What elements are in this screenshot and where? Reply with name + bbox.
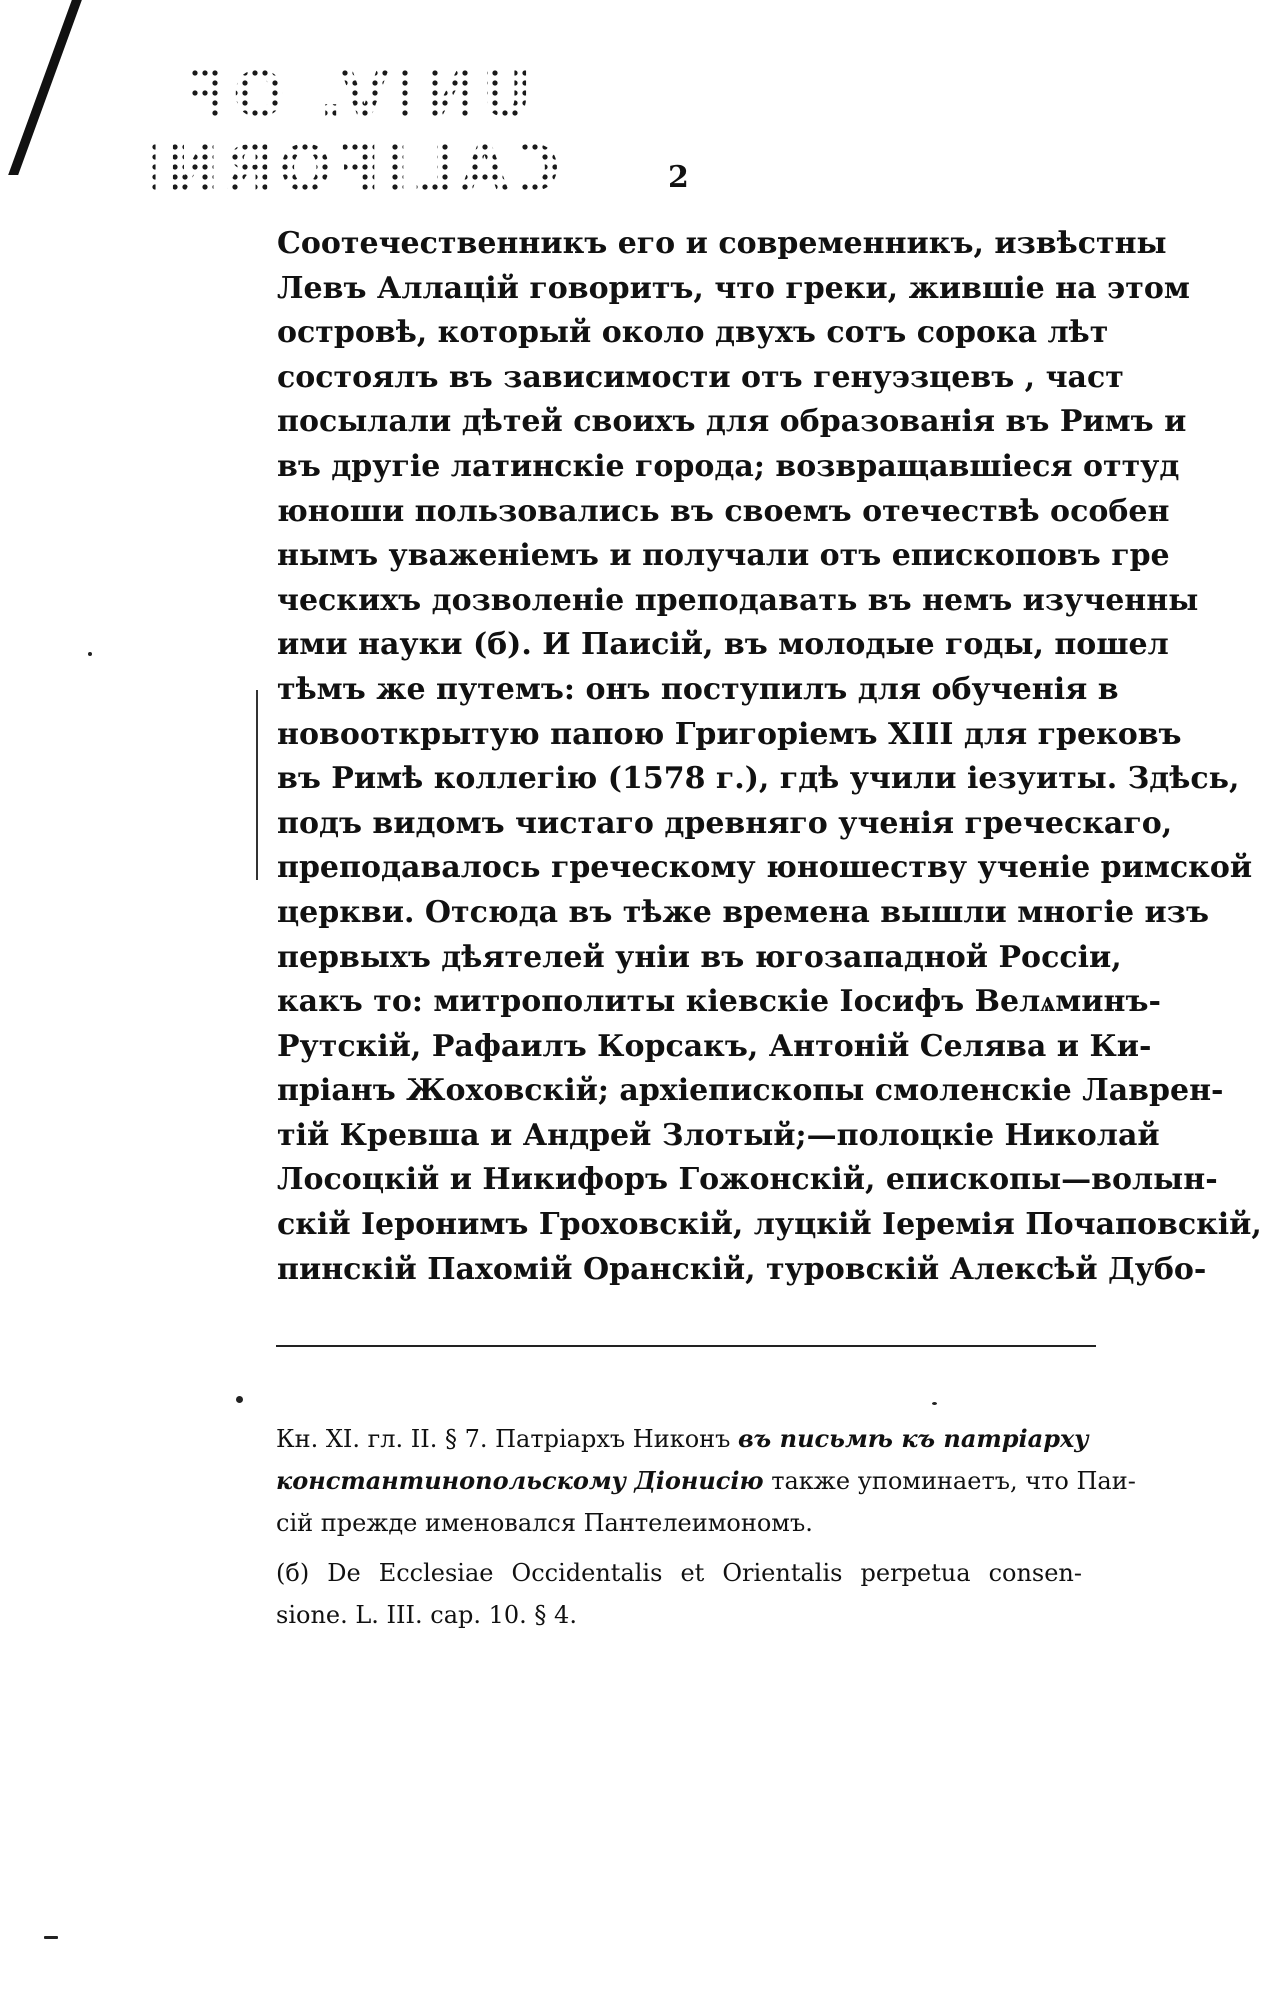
text-line: посылали дѣтей своихъ для образованія въ Римъ и [277, 404, 1187, 440]
page-number: 2 [668, 160, 689, 195]
scan-edge-mark [8, 0, 82, 175]
library-stamp [78, 58, 560, 218]
text-line: Соотечественникъ его и современникъ, извѣстны [277, 226, 1167, 261]
text-line: въ другіе латинскіе города; возвращавшіеся оттуд [277, 448, 1180, 484]
footnote-a [276, 1418, 1136, 1544]
text-line: нымъ уваженіемъ и получали отъ епископовъ гре [277, 538, 1170, 574]
scan-speck [88, 652, 92, 656]
text-line: Лосоцкій и Никифоръ Гожонскій, епископы—волын- [277, 1162, 1218, 1198]
scan-speck [932, 1402, 937, 1405]
footnote-a-line-2 [276, 1460, 1136, 1502]
text-line: подъ видомъ чистаго древняго ученія греческаго, [277, 805, 1173, 841]
footnote-a-rest: также упоминаетъ, что Паи- [763, 1467, 1136, 1495]
text-line: какъ то: митрополиты кіевскіе Іосифъ Велѧминъ- [277, 984, 1161, 1020]
footnote-a-prefix: Кн. XI. гл. II. § 7. Патріархъ Никонъ [276, 1425, 739, 1453]
footnote-a-italic-1: въ письмѣ къ патріарху [738, 1424, 1089, 1453]
text-line: пинскій Пахомій Оранскій, туровскій Алексѣй Дубо- [277, 1251, 1207, 1287]
footnote-b [276, 1552, 1082, 1636]
stamp-line-2: CALIFORNIA [78, 132, 560, 205]
margin-bracket-mark [256, 690, 258, 880]
text-line: Рутскій, Рафаилъ Корсакъ, Антоній Селява и Ки- [277, 1028, 1152, 1064]
text-line: ими науки (б). И Паисій, въ молодые годы, пошел [277, 627, 1169, 663]
footnote-a-line-3: сій прежде именовался Пантелеимономъ. [276, 1509, 813, 1537]
scan-speck [44, 1936, 58, 1939]
text-line: пріанъ Жоховскій; архіепископы смоленскіе Лаврен- [277, 1073, 1224, 1109]
text-line: преподавалось греческому юношеству ученіе римской [277, 850, 1253, 886]
footnote-separator [276, 1345, 1096, 1347]
stamp-line-1: UNIV. OF [150, 58, 560, 132]
footnote-a-italic-2: константинопольскому Діонисію [276, 1466, 764, 1495]
footnote-b-line-1: (б) De Ecclesiae Occidentalis et Orientalis perpetua consen- [276, 1559, 1082, 1587]
footnote-b-line-2: sione. L. III. cap. 10. § 4. [276, 1601, 577, 1629]
scan-speck [236, 1396, 243, 1403]
text-line: первыхъ дѣятелей уніи въ югозападной Россіи, [277, 939, 1122, 975]
main-text [277, 222, 1262, 1292]
text-line: тій Кревша и Андрей Злотый;—полоцкіе Николай [277, 1117, 1160, 1153]
text-line: островѣ, который около двухъ сотъ сорока лѣт [277, 315, 1109, 351]
text-line: въ Римѣ коллегію (1578 г.), гдѣ учили іезуиты. Здѣсь, [277, 761, 1240, 797]
text-line: юноши пользовались въ своемъ отечествѣ особен [277, 493, 1170, 529]
text-line: церкви. Отсюда въ тѣже времена вышли многіе изъ [277, 894, 1209, 930]
text-line: ческихъ дозволеніе преподавать въ немъ изученны [277, 582, 1199, 618]
footnotes [276, 1418, 1136, 1636]
footnote-a-line-1 [276, 1418, 1089, 1460]
text-line: новооткрытую папою Григоріемъ XIII для грековъ [277, 716, 1182, 752]
text-line: Левъ Аллацій говоритъ, что греки, жившіе на этом [277, 270, 1190, 306]
text-line: тѣмъ же путемъ: онъ поступилъ для обученія в [277, 671, 1119, 707]
text-line: скій Іеронимъ Гроховскій, луцкій Іеремія Почаповскій, [277, 1207, 1262, 1243]
text-line: состоялъ въ зависимости отъ генуэзцевъ , част [277, 359, 1124, 395]
